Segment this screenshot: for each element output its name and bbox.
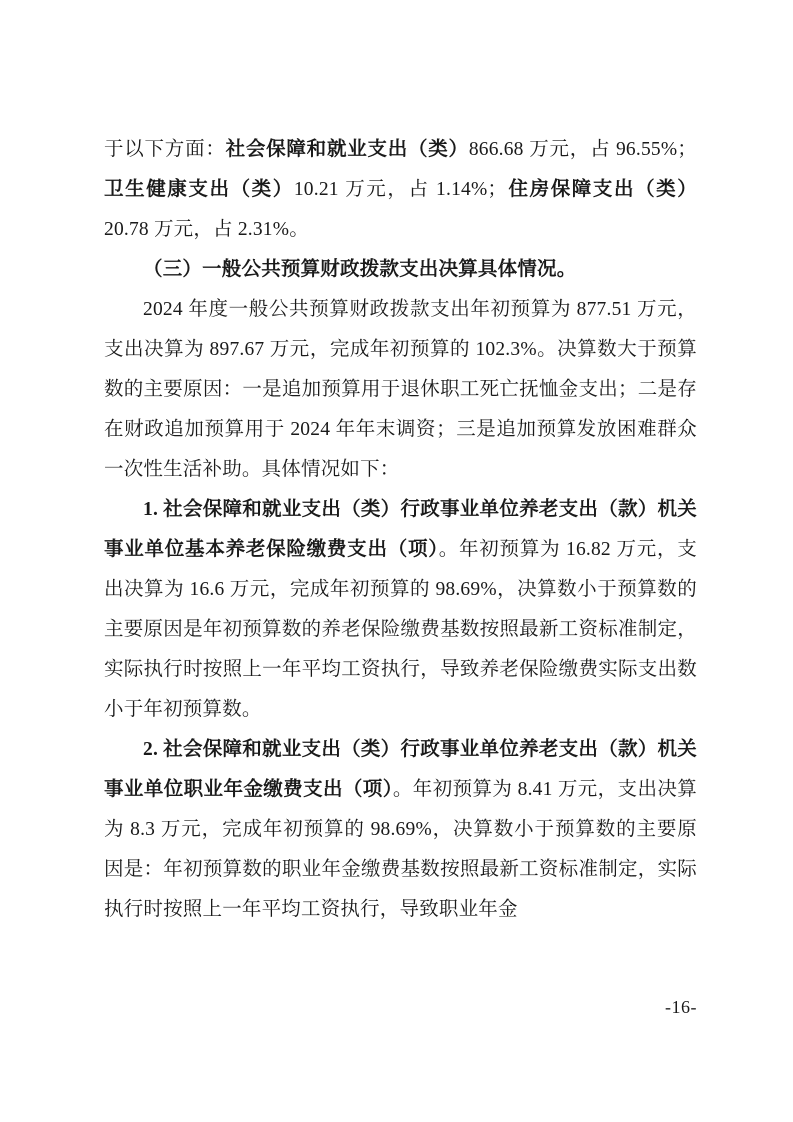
document-body bbox=[104, 130, 697, 930]
text-run: 866.68 万元，占 96.55%； bbox=[468, 139, 698, 160]
text-run-bold: 社会保障和就业支出（类） bbox=[225, 139, 469, 160]
text-run-bold: 住房保障支出（类） bbox=[507, 179, 697, 200]
text-run-bold: 卫生健康支出（类） bbox=[104, 179, 294, 200]
text-run: 10.21 万元，占 1.14%； bbox=[293, 179, 508, 200]
text-run: 20.78 万元，占 2.31%。 bbox=[104, 219, 309, 240]
paragraph-overview bbox=[104, 290, 697, 490]
item-1-title: 1. 社会保障和就业支出（类）行政事业单位养老支出（款）机关事业单位基本养老保险缴费支出（项） bbox=[104, 499, 697, 560]
text-run: 于以下方面： bbox=[104, 139, 226, 160]
paragraph-item-2 bbox=[104, 730, 697, 930]
item-1-body: 。年初预算为 16.82 万元，支出决算为 16.6 万元，完成年初预算的 98.69%，决算数小于预算数的主要原因是年初预算数的养老保险缴费基数按照最新工资标准制定，实际执行时按照上一年平均工资执行，导致养老保险缴费实际支出数小于年初预算数。 bbox=[104, 539, 698, 720]
page-number: -16- bbox=[665, 997, 697, 1017]
item-2-body: 。年初预算为 8.41 万元，支出决算为 8.3 万元，完成年初预算的 98.69%，决算数小于预算数的主要原因是：年初预算数的职业年金缴费基数按照最新工资标准制定，实际执行时按照上一年平均工资执行，导致职业年金 bbox=[104, 779, 697, 920]
text-run: 2024 年度一般公共预算财政拨款支出年初预算为 877.51 万元，支出决算为 897.67 万元，完成年初预算的 102.3%。决算数大于预算数的主要原因：一是追加预算用于退休职工死亡抚恤金支出；二是存在财政追加预算用于 2024 年年末调资；三是追加预算发放困难群众一次性生活补助。具体情况如下： bbox=[104, 299, 697, 480]
paragraph-continuation bbox=[104, 130, 697, 250]
section-heading-text: （三）一般公共预算财政拨款支出决算具体情况。 bbox=[143, 259, 577, 280]
paragraph-item-1 bbox=[104, 490, 697, 730]
paragraph-section-heading bbox=[104, 250, 697, 290]
item-2-title: 2. 社会保障和就业支出（类）行政事业单位养老支出（款）机关事业单位职业年金缴费支出（项） bbox=[104, 739, 697, 800]
